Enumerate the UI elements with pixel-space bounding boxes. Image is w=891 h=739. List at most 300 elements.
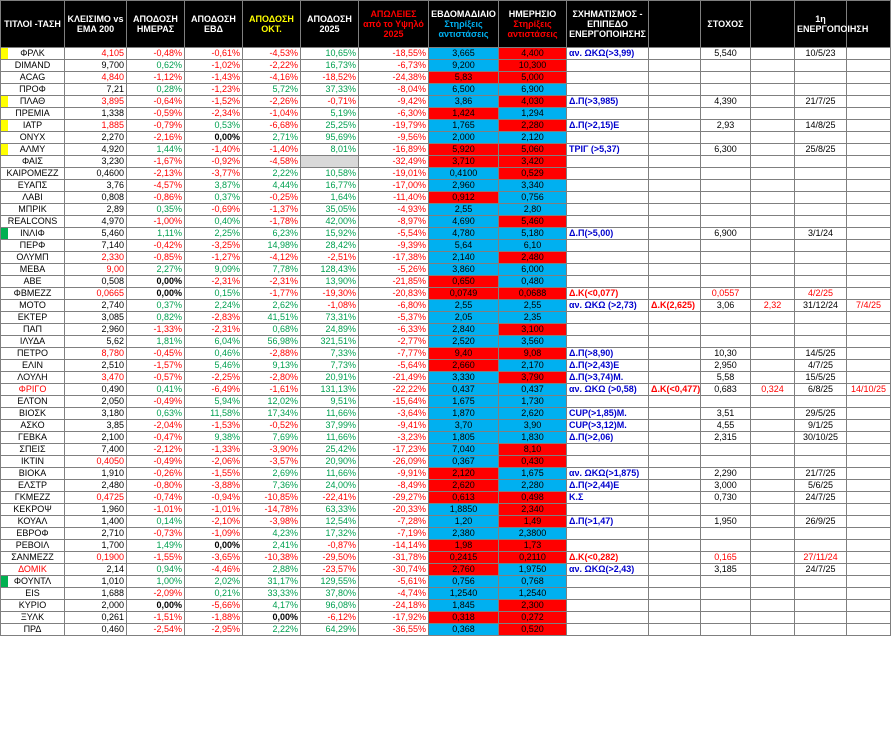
activation-date2-cell [847, 432, 891, 444]
week-return-cell: -1,23% [185, 84, 243, 96]
table-row[interactable] [1, 624, 891, 636]
close-cell: 9,700 [65, 60, 127, 72]
pattern2-cell [649, 444, 701, 456]
october-return-cell: 2,71% [243, 132, 301, 144]
daily-level-cell: 0,272 [499, 612, 567, 624]
activation-date-cell [795, 624, 847, 636]
weekly-level-cell: 2,000 [429, 132, 499, 144]
daily-level-cell: 2,480 [499, 252, 567, 264]
column-header [795, 1, 869, 48]
day-return-cell: 1,49% [127, 540, 185, 552]
table-row[interactable] [1, 552, 891, 564]
week-return-cell: 9,09% [185, 264, 243, 276]
activation-date-cell: 24/7/25 [795, 564, 847, 576]
drawdown-cell: -7,77% [359, 348, 429, 360]
table-row[interactable] [1, 504, 891, 516]
table-row[interactable] [1, 564, 891, 576]
week-return-cell: -1,88% [185, 612, 243, 624]
column-header-label: ΣΧΗΜΑΤΙΣΜΟΣ - ΕΠΙΠΕΔΟ ΕΝΕΡΓΟΠΟΙΗΣΗΣ [569, 9, 646, 39]
target2-cell [751, 204, 795, 216]
target2-cell [751, 324, 795, 336]
activation-date2-cell [847, 468, 891, 480]
weekly-level-cell: 1,805 [429, 432, 499, 444]
target-cell [701, 444, 751, 456]
week-return-cell: -0,94% [185, 492, 243, 504]
close-cell: 5,460 [65, 228, 127, 240]
pattern2-cell [649, 108, 701, 120]
day-return-cell: -0,80% [127, 480, 185, 492]
day-return-cell: -1,12% [127, 72, 185, 84]
pattern2-cell [649, 360, 701, 372]
october-return-cell: -10,38% [243, 552, 301, 564]
table-row[interactable] [1, 372, 891, 384]
table-row[interactable] [1, 612, 891, 624]
activation-date2-cell [847, 456, 891, 468]
activation-date2-cell [847, 348, 891, 360]
weekly-level-cell: 4,690 [429, 216, 499, 228]
weekly-level-cell: 2,660 [429, 360, 499, 372]
week-return-cell: -1,53% [185, 420, 243, 432]
target2-cell [751, 624, 795, 636]
target2-cell [751, 276, 795, 288]
table-row[interactable] [1, 96, 891, 108]
target2-cell [751, 600, 795, 612]
table-row[interactable] [1, 156, 891, 168]
october-return-cell: -1,77% [243, 288, 301, 300]
activation-date2-cell [847, 204, 891, 216]
table-row[interactable] [1, 348, 891, 360]
week-return-cell: -0,92% [185, 156, 243, 168]
ticker-cell: ΟΛΥΜΠ [1, 252, 65, 264]
weekly-level-cell: 5,64 [429, 240, 499, 252]
weekly-level-cell: 0,368 [429, 624, 499, 636]
table-row[interactable] [1, 84, 891, 96]
target2-cell [751, 156, 795, 168]
close-cell: 0,508 [65, 276, 127, 288]
pattern2-cell [649, 516, 701, 528]
activation-date-cell: 25/8/25 [795, 144, 847, 156]
target-cell [701, 108, 751, 120]
target2-cell [751, 564, 795, 576]
pattern-cell [567, 624, 649, 636]
column-header [649, 1, 701, 48]
daily-level-cell: 0,0688 [499, 288, 567, 300]
target-cell: 2,950 [701, 360, 751, 372]
october-return-cell: -4,16% [243, 72, 301, 84]
week-return-cell: -2,25% [185, 372, 243, 384]
ytd-return-cell: 20,90% [301, 456, 359, 468]
week-return-cell: -2,31% [185, 324, 243, 336]
ticker-cell: ΣΑΝΜΕΖΖ [1, 552, 65, 564]
drawdown-cell: -6,33% [359, 324, 429, 336]
week-return-cell: 11,58% [185, 408, 243, 420]
drawdown-cell: -17,92% [359, 612, 429, 624]
close-cell: 3,180 [65, 408, 127, 420]
target-cell [701, 600, 751, 612]
table-row[interactable] [1, 240, 891, 252]
table-row[interactable] [1, 204, 891, 216]
close-cell: 5,62 [65, 336, 127, 348]
drawdown-cell: -30,74% [359, 564, 429, 576]
week-return-cell: 5,46% [185, 360, 243, 372]
ytd-return-cell: 321,51% [301, 336, 359, 348]
october-return-cell: -0,52% [243, 420, 301, 432]
close-cell: 3,76 [65, 180, 127, 192]
activation-date-cell [795, 276, 847, 288]
column-header [243, 1, 301, 48]
daily-level-cell: 9,08 [499, 348, 567, 360]
ytd-return-cell: 7,33% [301, 348, 359, 360]
target-cell [701, 252, 751, 264]
pattern-cell [567, 612, 649, 624]
target-cell: 3,000 [701, 480, 751, 492]
october-return-cell: 4,23% [243, 528, 301, 540]
table-row[interactable] [1, 72, 891, 84]
activation-date-cell [795, 540, 847, 552]
week-return-cell: 2,24% [185, 300, 243, 312]
table-row[interactable] [1, 252, 891, 264]
weekly-level-cell: 2,05 [429, 312, 499, 324]
weekly-level-cell: 0,0749 [429, 288, 499, 300]
day-return-cell: 0,63% [127, 408, 185, 420]
ytd-return-cell: -18,52% [301, 72, 359, 84]
table-row[interactable] [1, 360, 891, 372]
table-row[interactable] [1, 228, 891, 240]
october-return-cell: 56,98% [243, 336, 301, 348]
ytd-return-cell: 128,43% [301, 264, 359, 276]
daily-level-cell: 1,830 [499, 432, 567, 444]
table-row[interactable] [1, 396, 891, 408]
ticker-cell: ΚΟΥΑΛ [1, 516, 65, 528]
drawdown-cell: -17,38% [359, 252, 429, 264]
october-return-cell: -2,88% [243, 348, 301, 360]
ticker-cell: ΑΒΕ [1, 276, 65, 288]
target-cell [701, 276, 751, 288]
close-cell: 0,4725 [65, 492, 127, 504]
weekly-level-cell: 4,780 [429, 228, 499, 240]
daily-level-cell: 2,35 [499, 312, 567, 324]
daily-level-cell: 1,2540 [499, 588, 567, 600]
pattern-cell [567, 180, 649, 192]
drawdown-cell: -6,73% [359, 60, 429, 72]
october-return-cell: 9,13% [243, 360, 301, 372]
ticker-cell: ΕΥΑΠΣ [1, 180, 65, 192]
pattern-cell [567, 84, 649, 96]
ticker-cell: ΦΡΛΚ [1, 48, 65, 60]
table-row[interactable] [1, 168, 891, 180]
target-cell: 6,900 [701, 228, 751, 240]
pattern-cell: Δ.Π(>3,74)Μ. [567, 372, 649, 384]
weekly-level-cell: 7,040 [429, 444, 499, 456]
target2-cell: 2,32 [751, 300, 795, 312]
daily-level-cell: 3,790 [499, 372, 567, 384]
target2-cell [751, 456, 795, 468]
table-row[interactable] [1, 60, 891, 72]
column-header-sublabel: Στηρίξεις αντιστάσεις [438, 19, 489, 39]
activation-date2-cell [847, 564, 891, 576]
column-header [127, 1, 185, 48]
target2-cell [751, 372, 795, 384]
table-row[interactable] [1, 48, 891, 60]
target-cell [701, 624, 751, 636]
weekly-level-cell: 0,912 [429, 192, 499, 204]
target2-cell [751, 132, 795, 144]
table-row[interactable] [1, 516, 891, 528]
ytd-return-cell: 16,77% [301, 180, 359, 192]
pattern2-cell [649, 396, 701, 408]
activation-date2-cell [847, 108, 891, 120]
table-row[interactable] [1, 108, 891, 120]
table-row[interactable] [1, 384, 891, 396]
october-return-cell: 2,22% [243, 168, 301, 180]
target-cell [701, 60, 751, 72]
ticker-cell: ΔΟΜΙΚ [1, 564, 65, 576]
activation-date-cell [795, 336, 847, 348]
close-cell: 1,960 [65, 504, 127, 516]
target-cell: 0,683 [701, 384, 751, 396]
daily-level-cell: 0,480 [499, 276, 567, 288]
pattern-cell: αν. ΩΚΩ (>0,58) [567, 384, 649, 396]
pattern-cell: CUP(>3,12)Μ. [567, 420, 649, 432]
activation-date-cell: 24/7/25 [795, 492, 847, 504]
ytd-return-cell: 5,19% [301, 108, 359, 120]
target-cell: 2,315 [701, 432, 751, 444]
ytd-return-cell: -22,41% [301, 492, 359, 504]
drawdown-cell: -8,97% [359, 216, 429, 228]
ytd-return-cell: 25,42% [301, 444, 359, 456]
pattern-cell [567, 252, 649, 264]
ytd-return-cell: 37,99% [301, 420, 359, 432]
activation-date-cell [795, 132, 847, 144]
close-cell: 1,400 [65, 516, 127, 528]
daily-level-cell: 3,100 [499, 324, 567, 336]
ytd-return-cell: 64,29% [301, 624, 359, 636]
pattern2-cell [649, 456, 701, 468]
column-header-label: ΕΒΔΟΜΑΔΙΑΙΟ [431, 9, 496, 19]
october-return-cell: 7,69% [243, 432, 301, 444]
ytd-return-cell: 73,31% [301, 312, 359, 324]
target2-cell [751, 396, 795, 408]
target-cell: 0,730 [701, 492, 751, 504]
day-return-cell: -0,47% [127, 432, 185, 444]
day-return-cell: -1,00% [127, 216, 185, 228]
target2-cell [751, 264, 795, 276]
target-cell [701, 168, 751, 180]
table-row[interactable] [1, 300, 891, 312]
ticker-cell: ΠΕΤΡΟ [1, 348, 65, 360]
day-return-cell: -2,13% [127, 168, 185, 180]
pattern-cell [567, 192, 649, 204]
pattern-cell: αν. ΩΚΩ (>2,73) [567, 300, 649, 312]
target2-cell [751, 228, 795, 240]
table-row[interactable] [1, 444, 891, 456]
ytd-return-cell: 7,73% [301, 360, 359, 372]
target-cell [701, 132, 751, 144]
table-row[interactable] [1, 420, 891, 432]
activation-date2-cell [847, 420, 891, 432]
column-header-label: ΚΛΕΙΣΙΜΟ vs EMA 200 [67, 14, 124, 34]
activation-date-cell [795, 216, 847, 228]
close-cell: 2,050 [65, 396, 127, 408]
weekly-level-cell: 1,424 [429, 108, 499, 120]
day-return-cell: -0,79% [127, 120, 185, 132]
ytd-return-cell: -29,50% [301, 552, 359, 564]
ticker-cell: ΦΒΜΕΖΖ [1, 288, 65, 300]
target2-cell [751, 120, 795, 132]
ytd-return-cell: 17,32% [301, 528, 359, 540]
pattern-cell [567, 168, 649, 180]
ytd-return-cell: -0,87% [301, 540, 359, 552]
october-return-cell: -1,78% [243, 216, 301, 228]
weekly-level-cell: 2,840 [429, 324, 499, 336]
activation-date-cell [795, 600, 847, 612]
target-cell: 3,06 [701, 300, 751, 312]
pattern-cell [567, 324, 649, 336]
table-row[interactable] [1, 528, 891, 540]
close-cell: 2,960 [65, 324, 127, 336]
table-row[interactable] [1, 432, 891, 444]
activation-date-cell [795, 588, 847, 600]
pattern2-cell [649, 624, 701, 636]
ytd-return-cell: 11,66% [301, 468, 359, 480]
table-row[interactable] [1, 324, 891, 336]
ytd-return-cell: 20,91% [301, 372, 359, 384]
target2-cell [751, 552, 795, 564]
ticker-cell: ΦΡΙΓΟ [1, 384, 65, 396]
target2-cell [751, 48, 795, 60]
table-row[interactable] [1, 408, 891, 420]
day-return-cell: -0,49% [127, 456, 185, 468]
drawdown-cell: -17,00% [359, 180, 429, 192]
weekly-level-cell: 5,920 [429, 144, 499, 156]
ytd-return-cell: 11,66% [301, 432, 359, 444]
table-row[interactable] [1, 276, 891, 288]
ticker-cell: ΠΑΠ [1, 324, 65, 336]
pattern-cell [567, 528, 649, 540]
weekly-level-cell: 1,8850 [429, 504, 499, 516]
target2-cell [751, 588, 795, 600]
day-return-cell: -1,55% [127, 552, 185, 564]
target-cell [701, 576, 751, 588]
table-row[interactable] [1, 132, 891, 144]
table-row[interactable] [1, 180, 891, 192]
activation-date-cell: 29/5/25 [795, 408, 847, 420]
drawdown-cell: -4,74% [359, 588, 429, 600]
table-row[interactable] [1, 600, 891, 612]
pattern-cell: Δ.Κ(<0,077) [567, 288, 649, 300]
table-row[interactable] [1, 120, 891, 132]
column-header-label: ΑΠΟΔΟΣΗ ΕΒΔ [191, 14, 236, 34]
october-return-cell: 0,68% [243, 324, 301, 336]
close-cell: 2,100 [65, 432, 127, 444]
close-cell: 4,105 [65, 48, 127, 60]
drawdown-cell: -14,14% [359, 540, 429, 552]
pattern2-cell [649, 420, 701, 432]
activation-date-cell [795, 60, 847, 72]
daily-level-cell: 3,90 [499, 420, 567, 432]
pattern2-cell [649, 264, 701, 276]
ticker-cell: ΠΕΡΦ [1, 240, 65, 252]
drawdown-cell: -7,28% [359, 516, 429, 528]
activation-date-cell: 6/8/25 [795, 384, 847, 396]
target-cell: 3,185 [701, 564, 751, 576]
pattern2-cell [649, 480, 701, 492]
table-row[interactable] [1, 288, 891, 300]
pattern-cell: Κ.Σ [567, 492, 649, 504]
pattern2-cell [649, 540, 701, 552]
ticker-cell: ΕΚΤΕΡ [1, 312, 65, 324]
pattern2-cell [649, 252, 701, 264]
pattern2-cell [649, 48, 701, 60]
table-row[interactable] [1, 540, 891, 552]
table-row[interactable] [1, 456, 891, 468]
day-return-cell: -0,85% [127, 252, 185, 264]
table-row[interactable] [1, 336, 891, 348]
ytd-return-cell: -0,71% [301, 96, 359, 108]
activation-date-cell [795, 204, 847, 216]
drawdown-cell: -18,55% [359, 48, 429, 60]
day-return-cell: 0,14% [127, 516, 185, 528]
table-row[interactable] [1, 480, 891, 492]
table-row[interactable] [1, 192, 891, 204]
close-cell: 3,470 [65, 372, 127, 384]
ytd-return-cell: 13,90% [301, 276, 359, 288]
daily-level-cell: 3,420 [499, 156, 567, 168]
ticker-cell: ΕΛΣΤΡ [1, 480, 65, 492]
pattern2-cell [649, 192, 701, 204]
drawdown-cell: -21,85% [359, 276, 429, 288]
day-return-cell: -0,26% [127, 468, 185, 480]
october-return-cell: -1,40% [243, 144, 301, 156]
close-cell: 1,885 [65, 120, 127, 132]
weekly-level-cell: 1,870 [429, 408, 499, 420]
target-cell [701, 216, 751, 228]
target2-cell [751, 84, 795, 96]
pattern-cell: αν. ΩΚΩ(>3,99) [567, 48, 649, 60]
pattern-cell [567, 456, 649, 468]
table-row[interactable] [1, 264, 891, 276]
table-row[interactable] [1, 216, 891, 228]
table-row[interactable] [1, 492, 891, 504]
week-return-cell: -6,49% [185, 384, 243, 396]
daily-level-cell: 2,280 [499, 120, 567, 132]
table-row[interactable] [1, 312, 891, 324]
week-return-cell: 0,40% [185, 216, 243, 228]
daily-level-cell: 1,9750 [499, 564, 567, 576]
daily-level-cell: 2,3800 [499, 528, 567, 540]
activation-date-cell [795, 312, 847, 324]
daily-level-cell: 0,430 [499, 456, 567, 468]
activation-date-cell: 14/8/25 [795, 120, 847, 132]
pattern-cell [567, 336, 649, 348]
drawdown-cell: -9,91% [359, 468, 429, 480]
day-return-cell: 1,44% [127, 144, 185, 156]
activation-date-cell: 30/10/25 [795, 432, 847, 444]
target2-cell [751, 348, 795, 360]
table-row[interactable] [1, 576, 891, 588]
table-row[interactable] [1, 588, 891, 600]
table-row[interactable] [1, 468, 891, 480]
close-cell: 1,910 [65, 468, 127, 480]
drawdown-cell: -3,64% [359, 408, 429, 420]
pattern-cell: Δ.Π(>2,15)Ε [567, 120, 649, 132]
activation-date2-cell [847, 288, 891, 300]
daily-level-cell: 0,756 [499, 192, 567, 204]
ytd-return-cell: 25,25% [301, 120, 359, 132]
daily-level-cell: 2,120 [499, 132, 567, 144]
weekly-level-cell: 0,756 [429, 576, 499, 588]
table-row[interactable] [1, 144, 891, 156]
